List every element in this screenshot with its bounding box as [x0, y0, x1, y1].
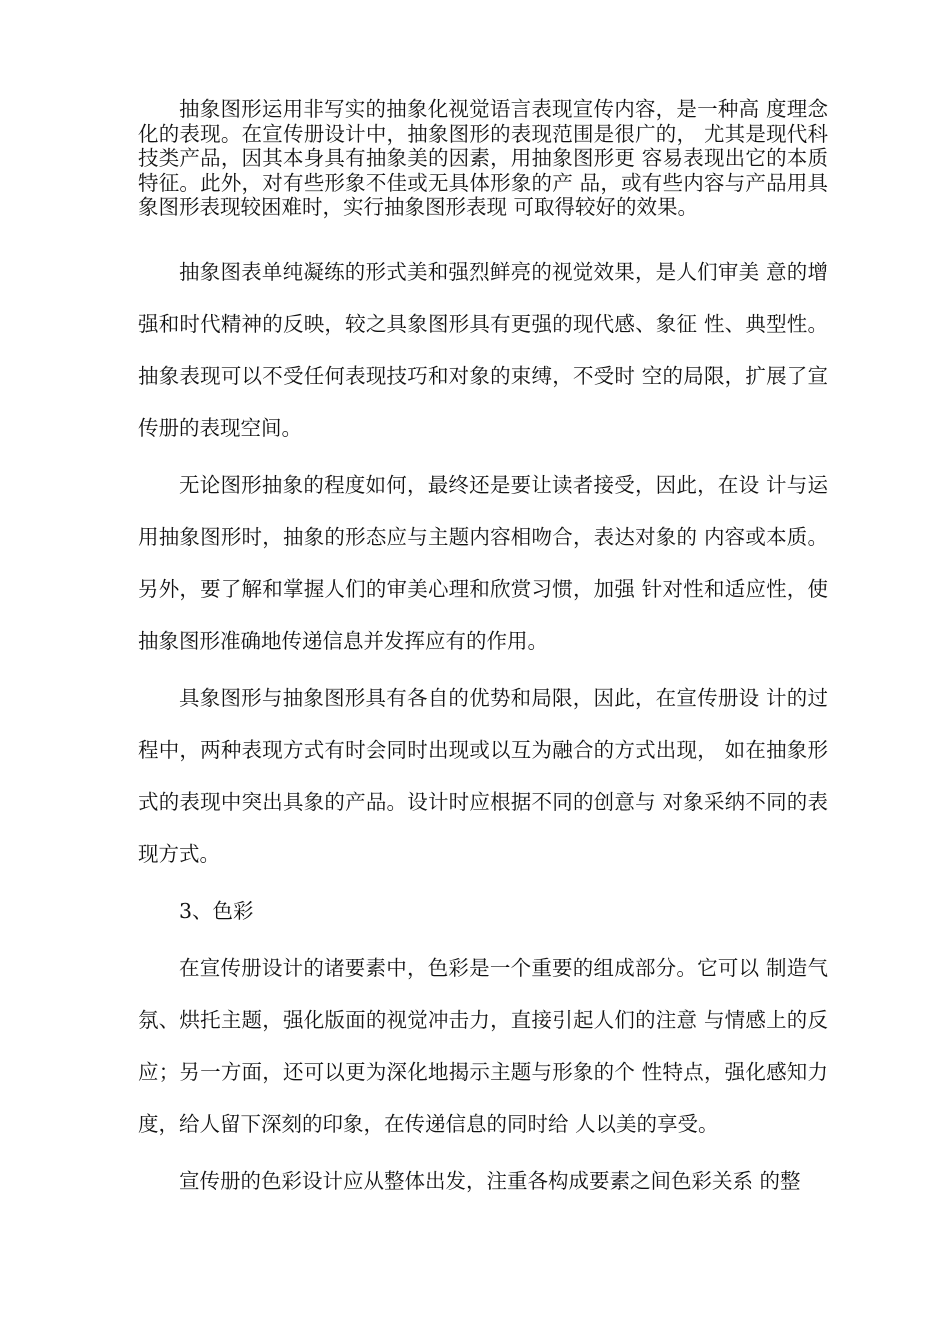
paragraph-concrete-vs-abstract: 具象图形与抽象图形具有各自的优势和局限，因此，在宣传册设 计的过程中，两种表现方式有时会同时出现或以互为融合的方式出现， 如在抽象形式的表现中突出具象的产品。设计时应根据不同的创意与 对象采纳不同的表现方式。 [138, 685, 828, 866]
section-heading-color: 3、色彩 [179, 898, 254, 923]
paragraph-abstract-graphics-design: 无论图形抽象的程度如何，最终还是要让读者接受，因此，在设 计与运用抽象图形时，抽象的形态应与主题内容相吻合，表达对象的 内容或本质。另外，要了解和掌握人们的审美心理和欣赏习惯，加强 针对性和适应性，使抽象图形准确地传递信息并发挥应有的作用。 [138, 472, 828, 653]
paragraph-abstract-graphics-beauty: 抽象图表单纯凝练的形式美和强烈鲜亮的视觉效果，是人们审美 意的增强和时代精神的反映，较之具象图形具有更强的现代感、象征 性、典型性。抽象表现可以不受任何表现技巧和对象的束缚，不受时 空的局限，扩展了宣传册的表现空间。 [138, 259, 828, 440]
paragraph-color-importance: 在宣传册设计的诸要素中，色彩是一个重要的组成部分。它可以 制造气氛、烘托主题，强化版面的视觉冲击力，直接引起人们的注意 与情感上的反应；另一方面，还可以更为深化地揭示主题与形象的个 性特点，强化感知力度，给人留下深刻的印象，在传递信息的同时给 人以美的享受。 [138, 955, 828, 1136]
paragraph-color-design: 宣传册的色彩设计应从整体出发，注重各构成要素之间色彩关系 的整 [179, 1168, 801, 1193]
document-body [138, 97, 828, 1212]
paragraph-abstract-graphics-intro: 抽象图形运用非写实的抽象化视觉语言表现宣传内容，是一种高 度理念化的表现。在宣传册设计中，抽象图形的表现范围是很广的， 尤其是现代科技类产品，因其本身具有抽象美的因素，用抽象图形更 容易表现出它的本质特征。此外，对有些形象不佳或无具体形象的产 品，或有些内容与产品用具象图形表现较困难时，实行抽象图形表现 可取得较好的效果。 [138, 97, 828, 219]
